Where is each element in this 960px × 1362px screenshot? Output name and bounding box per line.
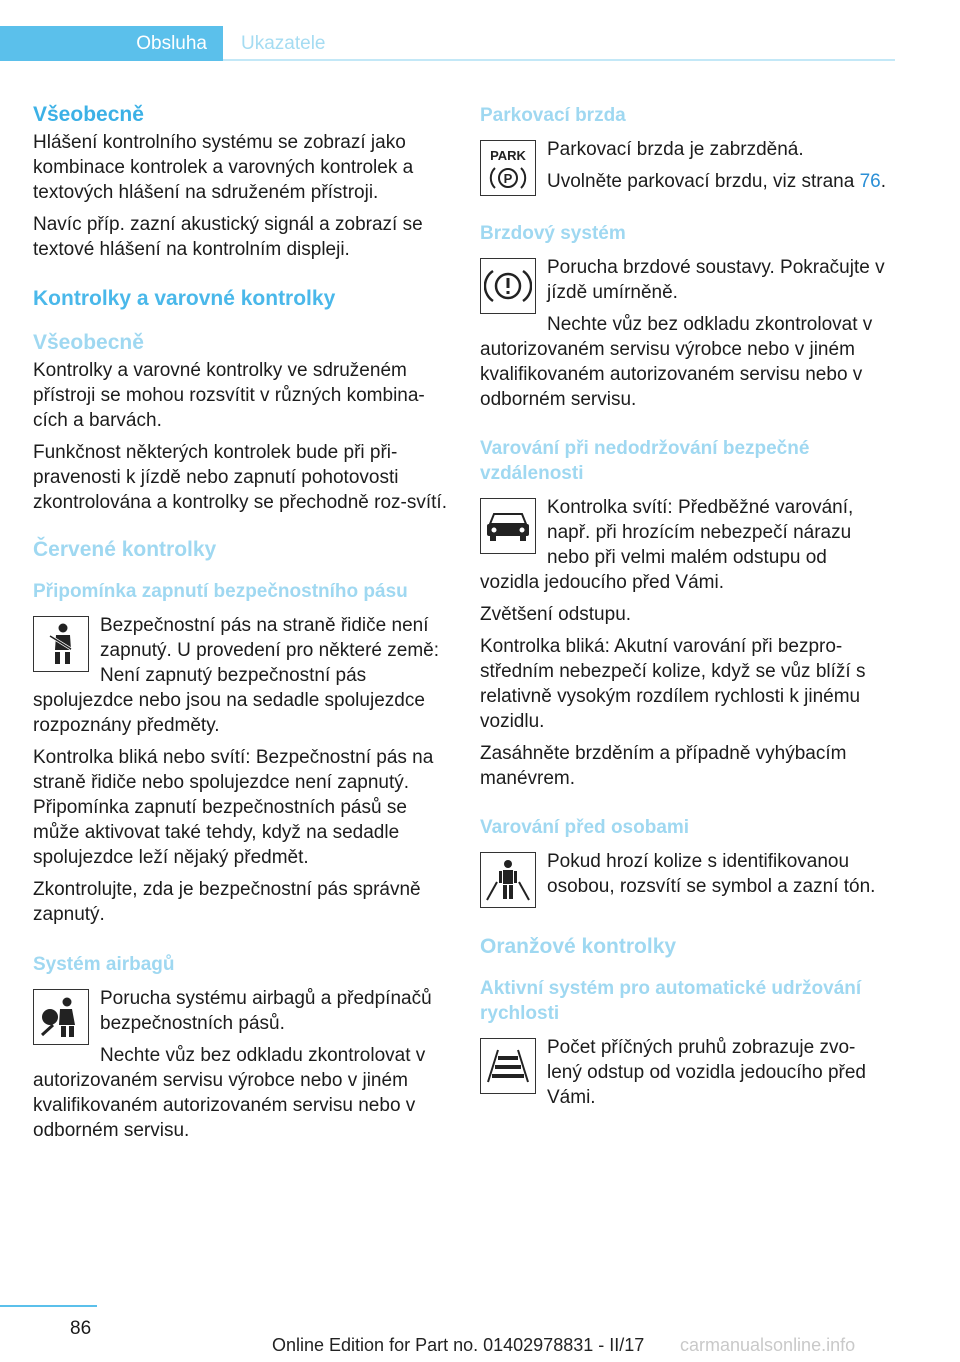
heading-parking-brake: Parkovací brzda (480, 105, 626, 126)
paragraph: Pokud hrozí kolize s identifikovanou osobou, rozsvítí se symbol a zazní tón. (547, 851, 876, 897)
right-column (480, 100, 890, 1117)
watermark: carmanualsonline.info (680, 1335, 856, 1355)
distance-bars-icon (480, 1038, 536, 1094)
car-front-icon (480, 498, 536, 554)
edition-text: Online Edition for Part no. 01402978831 - II/17 (272, 1335, 645, 1355)
paragraph: Kontrolka bliká: Akutní varování při bezpro‐středním nebezpečí kolize, když se vůz blíží s relativně vysokým rozdílem rychlosti k jinému vozidlu. (480, 636, 866, 732)
paragraph: Nechte vůz bez odkladu zkontrolovat v autorizovaném servisu výrobce nebo v jiném kvalifikovaném autorizovaném servisu nebo v odborném servisu. (480, 314, 873, 410)
left-column (33, 100, 448, 1150)
heading-person-warning: Varování před osobami (480, 817, 690, 838)
footer-divider (0, 1305, 97, 1307)
header-tabs (0, 26, 895, 61)
paragraph-with-link: Uvolněte parkovací brzdu, viz strana 76. (547, 171, 887, 192)
paragraph: Zasáhněte brzděním a případně vyhýbacím manévrem. (480, 743, 847, 789)
page-link[interactable]: 76 (859, 171, 881, 192)
heading-orange-lights: Oranžové kontrolky (480, 935, 677, 958)
paragraph: Bezpečnostní pás na straně řidiče není zapnutý. U provedení pro některé země: Není zapnutý bezpečnostní pás spolujezdce nebo jsou na sedadle spolujezdce rozpoznány předměty. (33, 615, 440, 736)
header-divider (223, 59, 895, 61)
paragraph: Kontrolky a varovné kontrolky ve sdruženém přístroji se mohou rozsvítit v různých kombina‐cích a barvách. (33, 360, 425, 431)
heading-general-2: Všeobecně (33, 331, 144, 354)
paragraph: Kontrolka svítí: Předběžné varování, např. při hrozícím nebezpečí nárazu nebo při velmi malém odstupu od vozidla jedoucího před Vámi. (480, 497, 854, 593)
heading-general: Všeobecně (33, 103, 144, 126)
heading-indicator-lights: Kontrolky a varovné kontrolky (33, 287, 336, 310)
paragraph: Navíc příp. zazní akustický signál a zobrazí se textové hlášení na kontrolním displeji. (33, 214, 423, 260)
paragraph: Nechte vůz bez odkladu zkontrolovat v autorizovaném servisu výrobce nebo v jiném kvalifikovaném autorizovaném servisu nebo v odborném servisu. (33, 1045, 426, 1141)
parking-brake-icon (480, 140, 536, 196)
paragraph: Počet příčných pruhů zobrazuje zvo‐lený odstup od vozidla jedoucího před Vámi. (547, 1037, 867, 1108)
paragraph: Porucha brzdové soustavy. Pokračujte v jízdě umírněně. (547, 257, 885, 303)
pedestrian-icon (480, 852, 536, 908)
airbag-icon (33, 989, 89, 1045)
heading-airbag-system: Systém airbagů (33, 954, 175, 975)
seatbelt-icon (33, 616, 89, 672)
paragraph: Porucha systému airbagů a předpínačů bezpečnostních pásů. (100, 988, 432, 1034)
paragraph: Funkčnost některých kontrolek bude při při‐pravenosti k jízdě nebo zapnutí pohotovosti zkontrolována a kontrolky se přechodně roz‐svítí. (33, 442, 447, 513)
heading-acc: Aktivní systém pro automatické udržování rychlosti (480, 978, 862, 1024)
park-icon-label: PARK (490, 148, 526, 163)
heading-brake-system: Brzdový systém (480, 223, 626, 244)
park-icon-letter: P (503, 171, 513, 186)
brake-warning-icon (480, 258, 536, 314)
paragraph: Parkovací brzda je zabrzděná. (547, 139, 804, 160)
page-number: 86 (70, 1318, 92, 1339)
tab-obsluha[interactable]: Obsluha (0, 26, 223, 61)
heading-red-lights: Červené kontrolky (33, 538, 217, 561)
tab-ukazatele[interactable]: Ukazatele (241, 33, 326, 54)
paragraph: Zkontrolujte, zda je bezpečnostní pás správně zapnutý. (33, 879, 421, 925)
heading-seatbelt-reminder: Připomínka zapnutí bezpečnostního pásu (33, 581, 408, 602)
paragraph: Zvětšení odstupu. (480, 604, 632, 625)
paragraph: Kontrolka bliká nebo svítí: Bezpečnostní pás na straně řidiče nebo spolujezdce není zapnutý. Připomínka zapnutí bezpečnostních pásů se může aktivovat také tehdy, když na sedadle spolujezdce leží nějaký předmět. (33, 747, 434, 868)
heading-distance-warning: Varování při nedodržování bezpečné vzdálenosti (480, 438, 810, 484)
paragraph: Hlášení kontrolního systému se zobrazí jako kombinace kontrolek a varovných kontrolek a textových hlášení na sdruženém přístroji. (33, 132, 414, 203)
